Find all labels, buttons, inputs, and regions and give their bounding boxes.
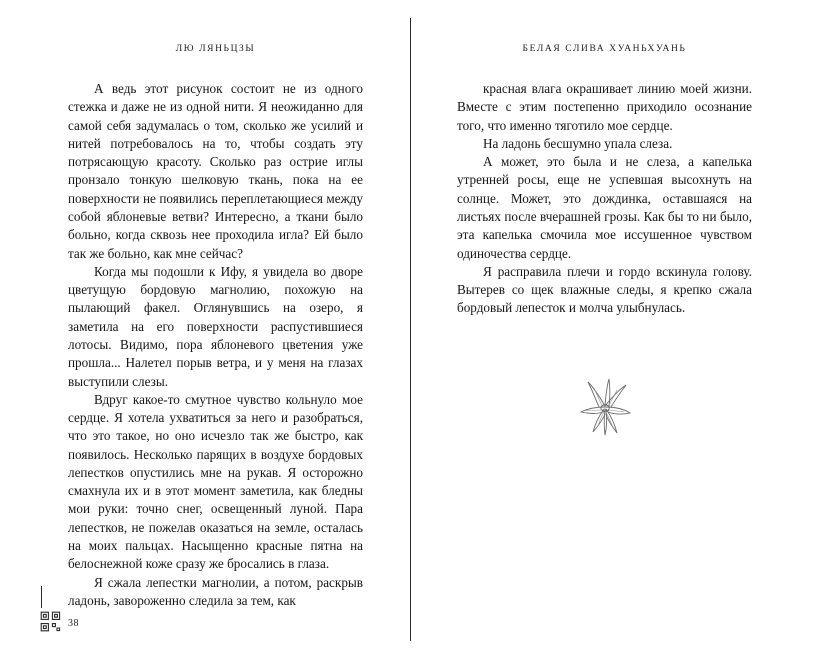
paragraph: На ладонь бесшумно упала слеза. bbox=[483, 135, 673, 151]
paragraph: Когда мы подошли к Ифу, я увидела во дворе цветущую бордовую магнолию, похожую на пылающий факел. Оглянувшись на озеро, я заметила на его поверхности распустившиеся лотосы. Видимо, пора яблоневого цветения уже прошла... Налетел порыв ветра, и у меня на глазах выступили слезы. bbox=[68, 263, 363, 389]
left-running-head: ЛЮ ЛЯНЬЦЗЫ bbox=[175, 44, 256, 54]
right-page-body bbox=[457, 80, 752, 318]
left-page-body bbox=[68, 80, 363, 610]
paragraph: Вдруг какое-то смутное чувство кольнуло мое сердце. Я хотела ухватиться за него и разобраться, что это такое, но оно исчезло так же быстро, как появилось. Несколько парящих в воздухе бордовых лепестков опустились мне на рукав. Я осторожно смахнула их и в этот момент заметила, как бледны мои руки: точно снег, освещенный луной. Пара лепестков, не пожелав оказаться на земле, осталась на моих пальцах. Насыщенно красные пятна на белоснежной коже сразу же бросались в глаза. bbox=[68, 391, 363, 572]
magnolia-flower-ornament-icon bbox=[568, 376, 642, 440]
page-number: 38 bbox=[68, 618, 79, 629]
folio-block bbox=[40, 586, 79, 633]
paragraph: красная влага окрашивает линию моей жизни. Вместе с этим постепенно приходило осознание того, что именно тяготило мое сердце. bbox=[457, 81, 752, 133]
folio-row bbox=[40, 611, 79, 633]
paragraph: Я сжала лепестки магнолии, а потом, раскрыв ладонь, завороженно следила за тем, как bbox=[68, 574, 363, 608]
right-page bbox=[410, 0, 820, 659]
paragraph: А ведь этот рисунок состоит не из одного стежка и даже не из одной нити. Я неожиданно для самой себя задумалась о том, сколько же усилий и нитей потребовалось на то, чтобы создать эту потрясающую красоту. Сколько раз острие иглы пронзало тонкую шелковую ткань, пока на ее поверхности не появились переплетающиеся между собой яблоневые ветви? Интересно, а ткани было больно, когда сквозь нее проходила игла? Ей было так же больно, как мне сейчас? bbox=[68, 81, 363, 261]
paragraph: Я расправила плечи и гордо вскинула голову. Вытерев со щек влажные следы, я крепко сжала бордовый лепесток и молча улыбнулась. bbox=[457, 263, 752, 316]
seal-mark-icon bbox=[40, 611, 62, 633]
paragraph: А может, это была и не слеза, а капелька утренней росы, еще не успевшая высохнуть на солнце. Может, это дождинка, оставшаяся на листьях после вчерашней грозы. Как бы то ни было, эта капелька смочила мое иссушенное чувством одиночества сердце. bbox=[457, 154, 752, 261]
right-running-head: БЕЛАЯ СЛИВА ХУАНЬХУАНЬ bbox=[522, 44, 687, 54]
folio-rule bbox=[41, 586, 42, 608]
